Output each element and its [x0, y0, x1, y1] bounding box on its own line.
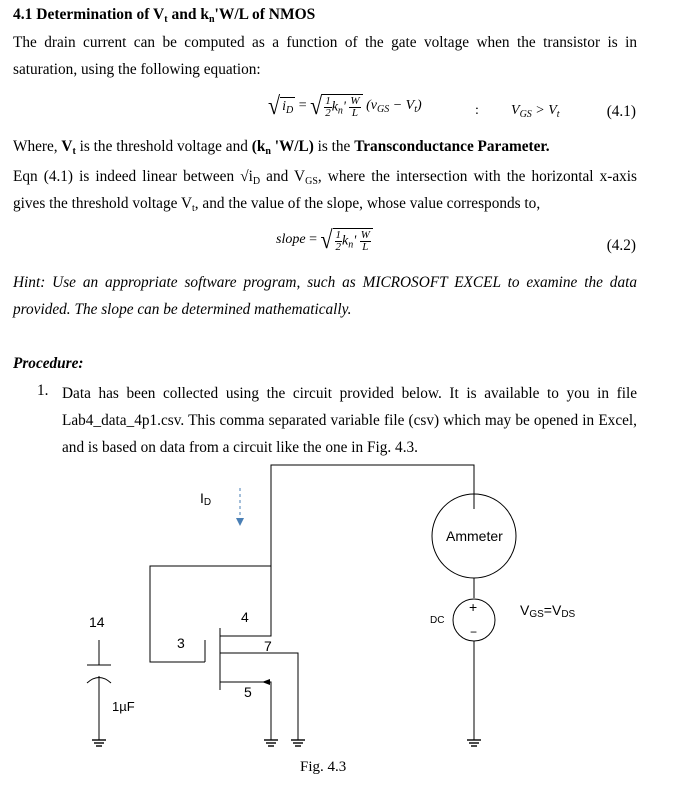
eq2-equals: = — [309, 232, 317, 248]
current-arrow-icon — [236, 518, 244, 526]
ground-icon-dc — [467, 740, 481, 746]
heading-vt-sub: t — [164, 14, 168, 25]
equation-number-4-2: (4.2) — [606, 237, 636, 254]
equation-4-1: √ $i_D$ = √ $\frac{1}{2}$ $k_n'$ $\frac{W}{L}$ $(v_{GS} - V_t)$ — [268, 91, 422, 120]
eq1-l: L — [351, 106, 359, 119]
eq1-two: 2 — [325, 106, 331, 119]
eq1-paren: (v — [366, 98, 377, 114]
ground-icon-source — [264, 740, 278, 746]
eq2-w: W — [360, 228, 370, 241]
cond-gt: > V — [531, 103, 557, 118]
drain-wire — [220, 566, 271, 636]
sqrt-icon: √ — [320, 225, 333, 254]
linear-sub-3: t — [192, 203, 195, 214]
heading-text-post: 'W/L of NMOS — [214, 6, 316, 23]
cond-t-sub: t — [556, 109, 560, 120]
where-transconductance: Transconductance Parameter. — [354, 138, 550, 155]
eq1-w: W — [350, 94, 360, 107]
procedure-title: Procedure: — [13, 355, 84, 372]
vds-text: =V — [543, 602, 562, 618]
eq1-lhs-sub: D — [285, 105, 294, 116]
eq1-colon: : — [475, 103, 479, 118]
cond-v: V — [511, 103, 520, 118]
where-text-2: is the threshold voltage and — [75, 138, 252, 155]
eq1-prime: ' — [342, 99, 346, 115]
label-plus: + — [469, 599, 478, 615]
linear-sub-1: D — [252, 176, 261, 187]
eq2-k-sub: n — [348, 239, 354, 251]
body-wire — [220, 653, 298, 740]
eq1-minus: − V — [389, 98, 415, 114]
hint-paragraph: Hint: Use an appropriate software program, such as MICROSOFT EXCEL to examine the data provided. The slope can be determined mathematically. — [13, 274, 637, 318]
label-vgs-vds — [520, 602, 576, 620]
heading-text-pre: Determination of V — [36, 6, 165, 23]
eq1-t-sub: t — [414, 104, 417, 116]
id-sub: D — [203, 497, 212, 508]
label-id — [200, 490, 211, 508]
id-text: I — [200, 490, 204, 506]
eq1-lhs-i: i — [282, 99, 286, 114]
label-pin-5: 5 — [244, 684, 252, 700]
where-kn: (k — [251, 138, 266, 155]
eq2-k: k — [342, 233, 349, 249]
linear-text-1: Eqn (4.1) is indeed linear between √i — [13, 168, 253, 185]
sqrt-icon: √ — [310, 91, 323, 120]
equation-number-4-1: (4.1) — [606, 103, 636, 120]
wire-top — [271, 465, 474, 566]
heading-number: 4.1 — [13, 6, 33, 23]
list-item-text: Data has been collected using the circuit provided below. It is available to you in file Lab4_data_4p1.csv. This comma separated variable file (csv) which may be opened in Excel, and is based on data from a circuit like the one in Fig. 4.3. — [62, 385, 637, 456]
ground-icon-body — [291, 740, 305, 746]
eq2-one: 1 — [335, 228, 342, 241]
linear-text-2: and V — [260, 168, 306, 185]
where-kn-sub: n — [265, 146, 271, 157]
eq1-gs-sub: GS — [376, 104, 390, 116]
eq1-k-sub: n — [337, 105, 343, 117]
ground-icon-cap — [92, 740, 106, 746]
eq1-close: ) — [416, 98, 422, 114]
eq2-two: 2 — [335, 240, 342, 253]
eq2-prime: ' — [353, 233, 357, 249]
eq1-one: 1 — [325, 94, 331, 107]
sqrt-icon: √ — [268, 91, 281, 120]
vgs-text: V — [520, 602, 530, 618]
where-kn-post: 'W/L) — [270, 138, 314, 155]
eq1-k: k — [331, 99, 338, 115]
label-pin-4: 4 — [241, 609, 249, 625]
heading-text-mid: and k — [167, 6, 209, 23]
where-vt-sub: t — [72, 146, 76, 157]
heading-kn-sub: n — [208, 14, 215, 25]
vds-sub: DS — [561, 609, 576, 620]
label-ammeter: Ammeter — [446, 528, 503, 544]
where-text-3: is the — [313, 138, 355, 155]
cond-gs-sub: GS — [519, 109, 532, 120]
label-minus: − — [470, 625, 478, 639]
label-pin-14: 14 — [89, 614, 105, 630]
vgs-sub: GS — [529, 609, 544, 620]
list-item-number: 1. — [37, 382, 49, 399]
intro-paragraph: The drain current can be computed as a function of the gate voltage when the transistor is in saturation, using the following equation: — [13, 34, 637, 78]
where-vt: V — [61, 138, 73, 155]
label-pin-3: 3 — [177, 635, 185, 651]
wire-gate-loop — [150, 566, 271, 662]
where-text-1: Where, — [13, 138, 62, 155]
linear-text-4: , and the value of the slope, whose value corresponds to, — [194, 195, 541, 212]
label-pin-7: 7 — [264, 638, 272, 654]
source-arrow-icon — [262, 679, 270, 685]
figure-caption: Fig. 4.3 — [300, 759, 347, 775]
eq2-l: L — [362, 240, 369, 253]
eq2-slope-label: slope — [276, 232, 306, 248]
linear-text-3: , where the intersection with the horizontal x-axis gives the threshold voltage V — [13, 168, 637, 212]
label-capacitor: 1µF — [112, 699, 135, 714]
label-dc: DC — [430, 615, 445, 626]
linear-sub-2: GS — [305, 176, 318, 187]
